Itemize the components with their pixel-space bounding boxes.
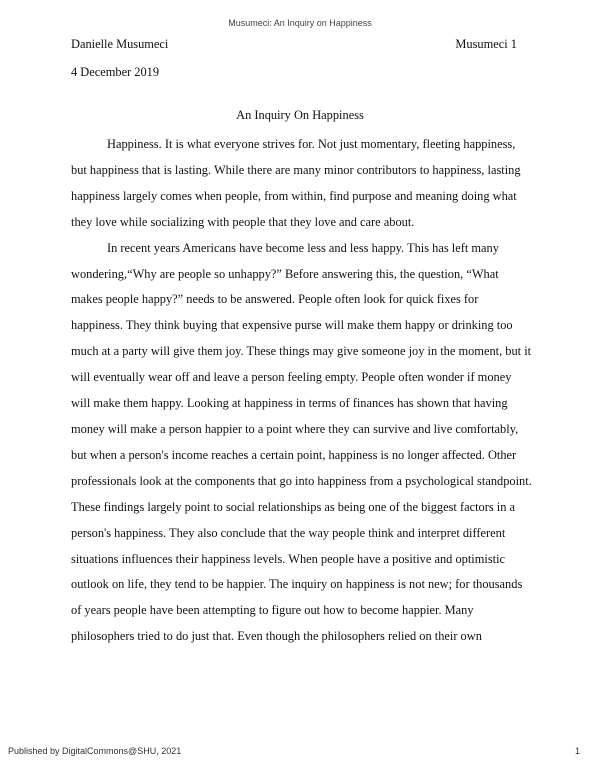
running-header: Musumeci: An Inquiry on Happiness (228, 18, 372, 28)
header-page-label: Musumeci 1 (455, 37, 517, 51)
footer-page-number: 1 (574, 746, 580, 756)
paragraph-1: Happiness. It is what everyone strives for. Not just momentary, fleeting happiness, but happiness that is lasting. While there are many minor contributors to happiness, lasting happiness largely comes when people, from within, find purpose and meaning doing what they love while socializing with people that they love and care about. (71, 137, 521, 229)
document-title: An Inquiry On Happiness (236, 108, 364, 122)
document-body (71, 132, 533, 650)
footer-publisher: Published by DigitalCommons@SHU, 2021 (8, 746, 182, 756)
author-name: Danielle Musumeci (71, 37, 169, 51)
document-date: 4 December 2019 (71, 65, 160, 79)
paragraph-2: In recent years Americans have become less and less happy. This has left many wondering,“Why are people so unhappy?” Before answering this, the question, “What makes people happy?” needs to be answered. People often look for quick fixes for happiness. They think buying that expensive purse will make them happy or drinking too much at a party will give them joy. These things may give someone joy in the moment, but it will eventually wear off and leave a person feeling empty. People often wonder if money will make them happy. Looking at happiness in terms of finances has shown that having money will make a person happier to a point where they can survive and live comfortably, but when a person's income reaches a certain point, happiness is no longer affected. Other professionals look at the components that go into happiness from a psychological standpoint. These findings largely point to social relationships as being one of the biggest factors in a person's happiness. They also conclude that the way people think and interpret different situations influences their happiness levels. When people have a positive and optimistic outlook on life, they tend to be happier. The inquiry on happiness is not new; for thousands of years people have been attempting to figure out how to become happier. Many philosophers tried to do just that. Even though the philosophers relied on their own (71, 240, 532, 644)
